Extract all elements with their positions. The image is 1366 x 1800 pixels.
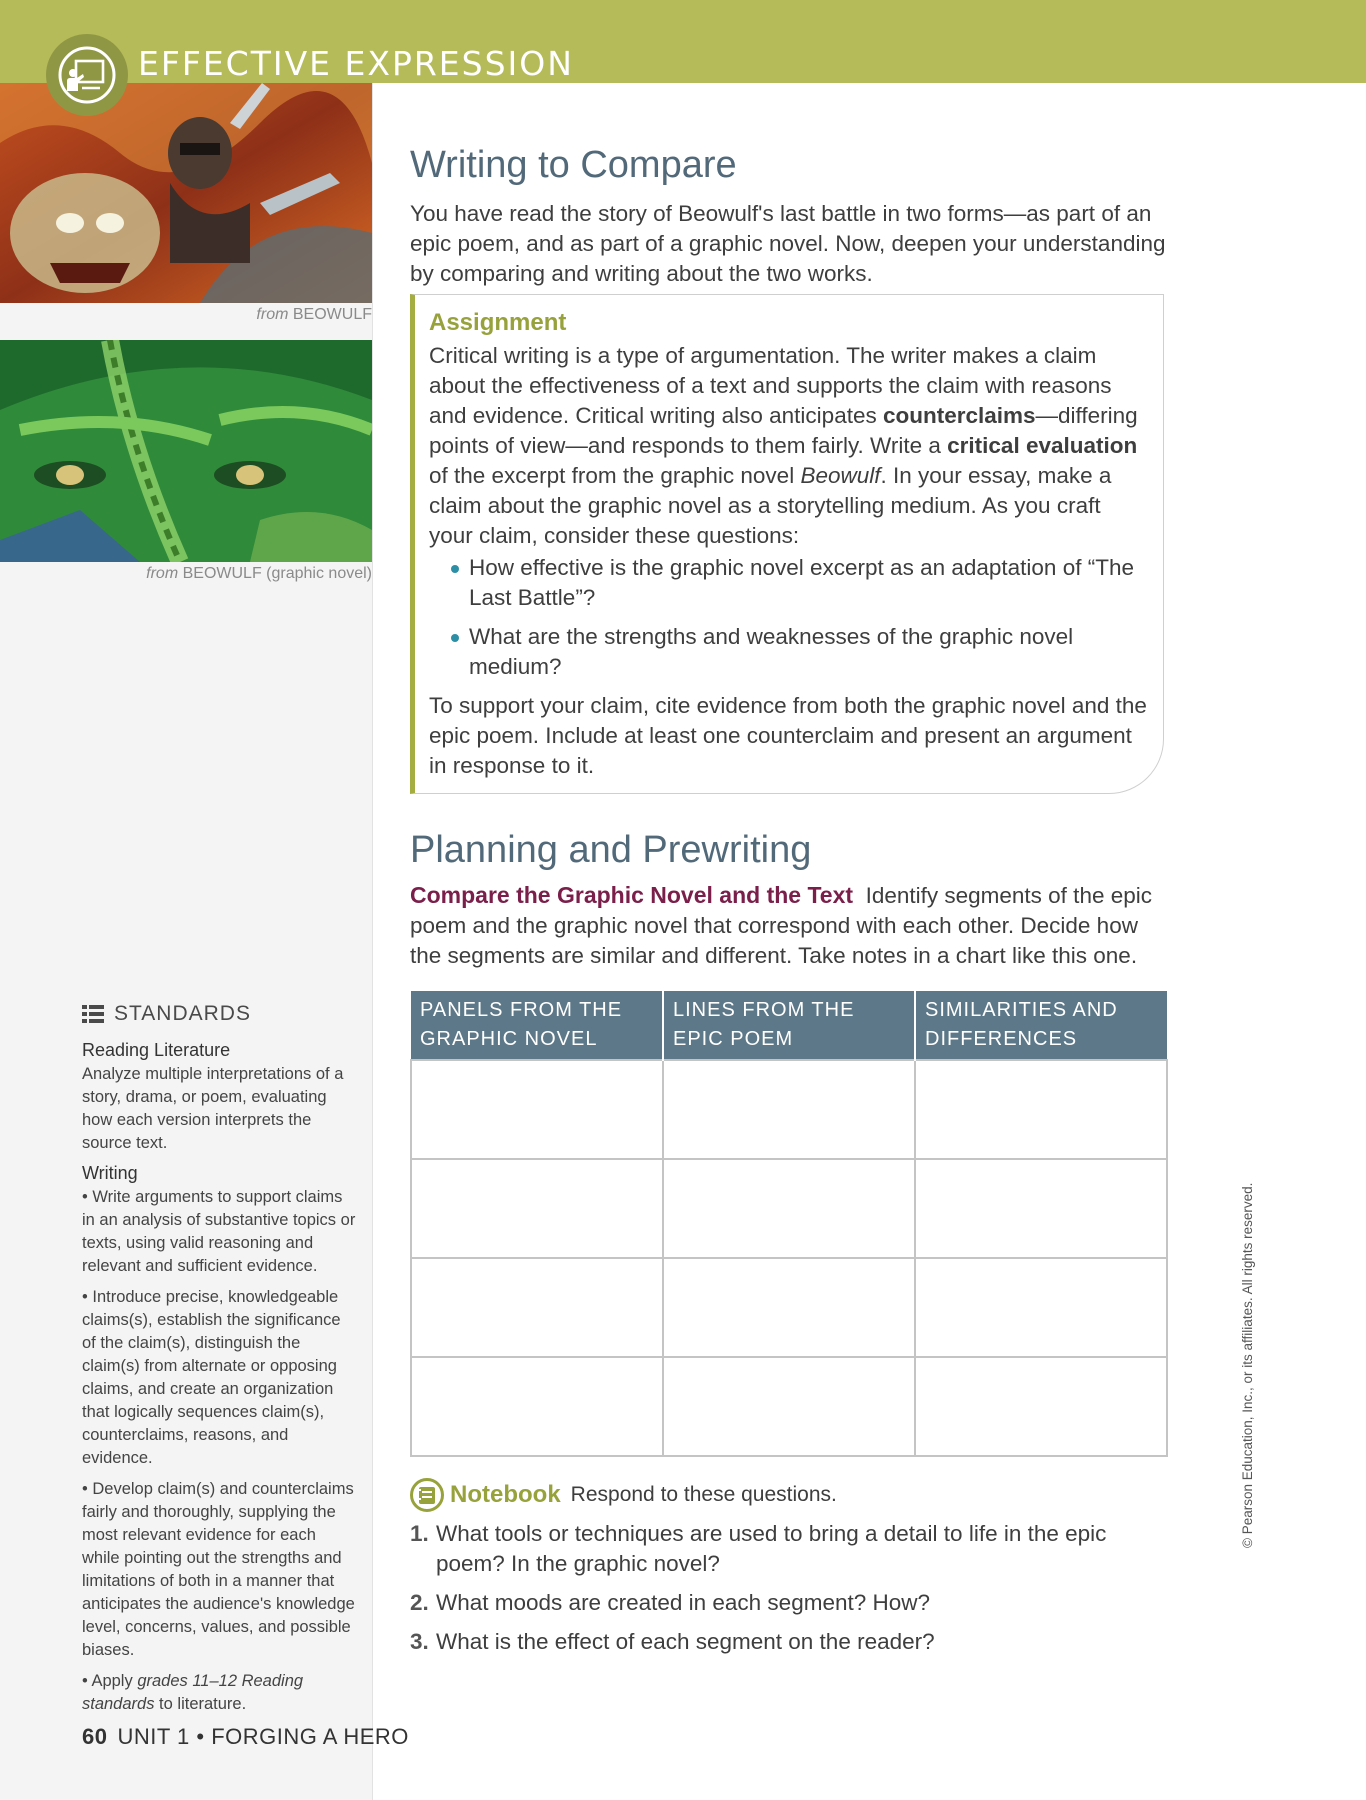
beowulf-graphic-novel-illustration	[0, 340, 372, 562]
assignment-questions	[429, 553, 1149, 682]
standards-heading: STANDARDS	[82, 1002, 357, 1026]
list-item: 3. What is the effect of each segment on the reader?	[410, 1629, 935, 1654]
planning-lead: Compare the Graphic Novel and the Text	[410, 882, 854, 908]
planning-title: Planning and Prewriting	[410, 829, 812, 871]
standards-reading-text: Analyze multiple interpretations of a story, drama, or poem, evaluating how each version interprets the source text.	[82, 1065, 344, 1152]
chart-cell[interactable]	[915, 1357, 1167, 1456]
standards-apply-item: • Apply grades 11–12 Reading standards to literature.	[82, 1672, 304, 1713]
standards-reading-title: Reading Literature	[82, 1040, 231, 1060]
intro-paragraph: You have read the story of Beowulf's last battle in two forms—as part of an epic poem, and as part of a graphic novel. Now, deepen your understanding by comparing and writing about the two works.	[410, 201, 1166, 286]
chart-cell[interactable]	[915, 1159, 1167, 1258]
assignment-title: Assignment	[429, 309, 567, 336]
notebook-instruction: Respond to these questions.	[570, 1483, 837, 1506]
comparison-chart	[410, 991, 1168, 1457]
image-caption-graphic-novel: from BEOWULF (graphic novel)	[146, 565, 372, 582]
chart-cell[interactable]	[411, 1159, 663, 1258]
unit-label: UNIT 1 • FORGING A HERO	[117, 1724, 409, 1749]
beowulf-battle-illustration	[0, 83, 372, 303]
table-row	[411, 1258, 1167, 1357]
chart-header-lines: LINES FROM THE EPIC POEM	[663, 991, 915, 1060]
chart-header-panels: PANELS FROM THE GRAPHIC NOVEL	[411, 991, 663, 1060]
chart-cell[interactable]	[411, 1258, 663, 1357]
chart-cell[interactable]	[663, 1258, 915, 1357]
chart-cell[interactable]	[915, 1258, 1167, 1357]
list-item: 1. What tools or techniques are used to bring a detail to life in the epic poem? In the graphic novel?	[410, 1521, 1107, 1576]
notebook-label: Notebook	[450, 1481, 561, 1508]
planning-paragraph: Compare the Graphic Novel and the Text Identify segments of the epic poem and the graphic novel that correspond with each other. Decide how the segments are similar and different. Take notes in a chart like this one.	[410, 882, 1152, 968]
standards-writing-item: • Introduce precise, knowledgeable claims(s), establish the significance of the claim(s), distinguish the claim(s) from alternate or opposing claims, and create an organization that logically sequences claim(s), counterclaims, reasons, and evidence.	[82, 1288, 341, 1467]
notebook-icon	[410, 1478, 444, 1512]
assignment-paragraph: Critical writing is a type of argumentation. The writer makes a claim about the effectiveness of a text and supports the claim with reasons and evidence. Critical writing also anticipates counterclaims—differing points of view—and responds to them fairly. Write a critical evaluation of the excerpt from the graphic novel Beowulf. In your essay, make a claim about the graphic novel as a storytelling medium. As you craft your claim, consider these questions:	[429, 343, 1138, 548]
list-item: 2. What moods are created in each segment? How?	[410, 1590, 931, 1615]
standards-writing-item: • Develop claim(s) and counterclaims fairly and thoroughly, supplying the most relevant evidence for each while pointing out the strengths and limitations of both in a manner that anticipates the audience's knowledge level, concerns, values, and possible biases.	[82, 1480, 355, 1659]
chart-cell[interactable]	[663, 1357, 915, 1456]
page-title: Writing to Compare	[410, 144, 737, 186]
standards-writing-title: Writing	[82, 1163, 138, 1183]
chart-cell[interactable]	[411, 1357, 663, 1456]
table-row	[411, 1159, 1167, 1258]
section-label: EFFECTIVE EXPRESSION	[138, 44, 574, 83]
teacher-presentation-icon	[46, 34, 128, 116]
chart-cell[interactable]	[411, 1060, 663, 1159]
list-icon	[82, 1005, 104, 1023]
page-footer	[82, 1724, 409, 1750]
standards-panel	[82, 1002, 357, 1724]
assignment-support-paragraph: To support your claim, cite evidence from both the graphic novel and the epic poem. Include at least one counterclaim and present an argument in response to it.	[429, 693, 1147, 778]
chart-cell[interactable]	[915, 1060, 1167, 1159]
standards-writing-item: • Write arguments to support claims in an analysis of substantive topics or texts, using valid reasoning and relevant and sufficient evidence.	[82, 1188, 356, 1275]
assignment-box	[410, 294, 1164, 794]
image-caption-beowulf: from BEOWULF	[256, 306, 372, 323]
copyright-notice: © Pearson Education, Inc., or its affiliates. All rights reserved.	[1240, 1182, 1255, 1548]
table-row	[411, 1060, 1167, 1159]
list-item: What are the strengths and weaknesses of the graphic novel medium?	[451, 622, 1149, 682]
notebook-prompt	[410, 1478, 837, 1512]
list-item: How effective is the graphic novel excerpt as an adaptation of “The Last Battle”?	[451, 553, 1149, 613]
chart-cell[interactable]	[663, 1060, 915, 1159]
page-number: 60	[82, 1724, 108, 1749]
chart-header-similarities: SIMILARITIES AND DIFFERENCES	[915, 991, 1167, 1060]
table-row	[411, 1357, 1167, 1456]
chart-cell[interactable]	[663, 1159, 915, 1258]
question-list	[410, 1519, 1150, 1666]
